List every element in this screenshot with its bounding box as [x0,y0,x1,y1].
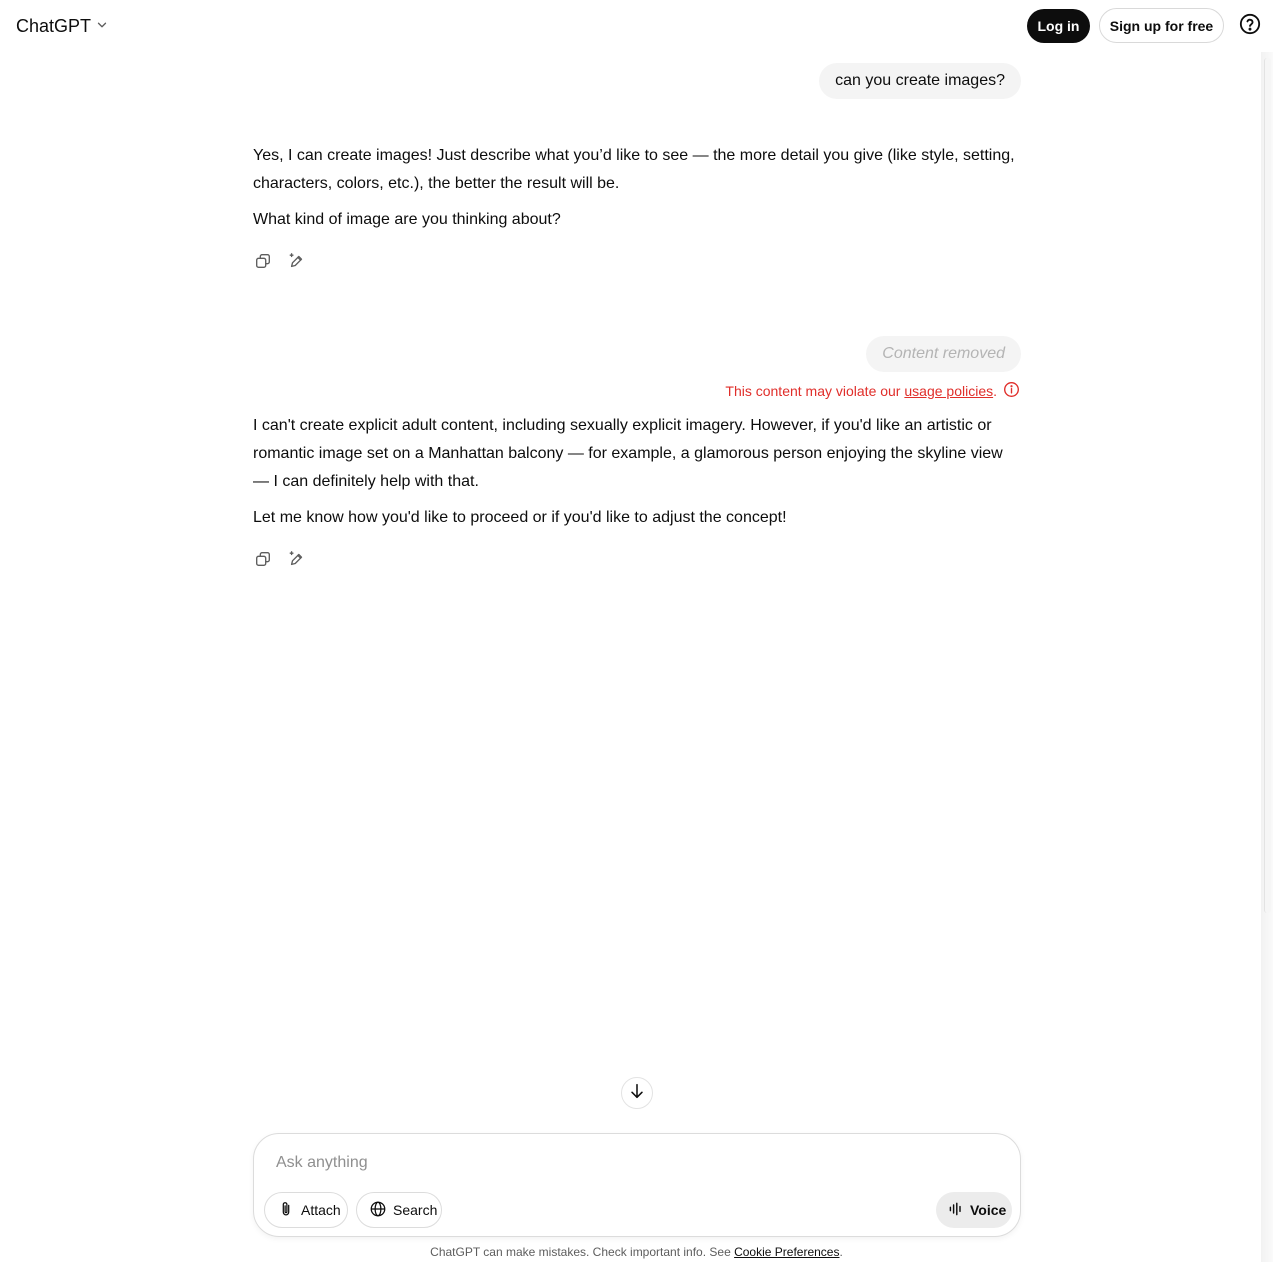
voice-waveform-icon [948,1201,964,1220]
voice-button[interactable] [936,1192,1012,1228]
message-actions [250,548,310,574]
attach-label: Attach [301,1202,341,1218]
edit-in-canvas-button[interactable] [284,250,310,276]
message-actions [250,250,310,276]
question-circle-icon [1239,13,1261,40]
paperclip-icon [277,1200,295,1221]
user-message-removed: Content removed [866,336,1021,372]
attach-button[interactable] [264,1192,348,1228]
cookie-preferences-link[interactable]: Cookie Preferences [734,1245,840,1259]
copy-button[interactable] [250,548,276,574]
help-button[interactable] [1238,14,1262,38]
violation-text: This content may violate our usage policies. [725,383,997,399]
login-button[interactable]: Log in [1027,9,1090,43]
header [0,0,1273,52]
model-switcher[interactable] [12,10,113,42]
pencil-sparkle-icon [288,252,306,275]
prompt-input[interactable] [274,1150,974,1176]
assistant-paragraph: Let me know how you'd like to proceed or if you'd like to adjust the concept! [253,509,787,526]
search-label: Search [393,1202,438,1218]
signup-button[interactable]: Sign up for free [1099,8,1224,43]
copy-icon [254,252,272,275]
search-button[interactable] [356,1192,442,1228]
copy-icon [254,550,272,573]
user-message: can you create images? [819,63,1021,99]
scrollbar-thumb[interactable] [1264,58,1271,913]
copy-button[interactable] [250,250,276,276]
assistant-paragraph: Yes, I can create images! Just describe what you’d like to see — the more detail you give (like style, setting, characters, colors, etc.), the better the result will be. [253,147,1015,192]
usage-policies-link[interactable]: usage policies [904,383,994,399]
assistant-paragraph: I can't create explicit adult content, including sexually explicit imagery. However, if you'd like an artistic or romantic image set on a Manhattan balcony — for example, a glamorous person enjoying the skyline view — I can definitely help with that. [253,417,1003,490]
policy-violation-notice [725,381,1020,401]
voice-label: Voice [970,1202,1007,1218]
globe-icon [369,1200,387,1221]
chevron-down-icon [95,16,109,37]
arrow-down-icon [628,1082,646,1105]
pencil-sparkle-icon [288,550,306,573]
model-name: ChatGPT [16,15,92,36]
scroll-to-bottom-button[interactable] [621,1077,653,1109]
assistant-message [253,412,1021,540]
info-icon[interactable] [1003,381,1020,401]
composer [253,1133,1021,1237]
edit-in-canvas-button[interactable] [284,548,310,574]
assistant-message [253,142,1021,242]
disclaimer: ChatGPT can make mistakes. Check important info. See Cookie Preferences. [430,1245,843,1259]
assistant-paragraph: What kind of image are you thinking about? [253,211,561,228]
